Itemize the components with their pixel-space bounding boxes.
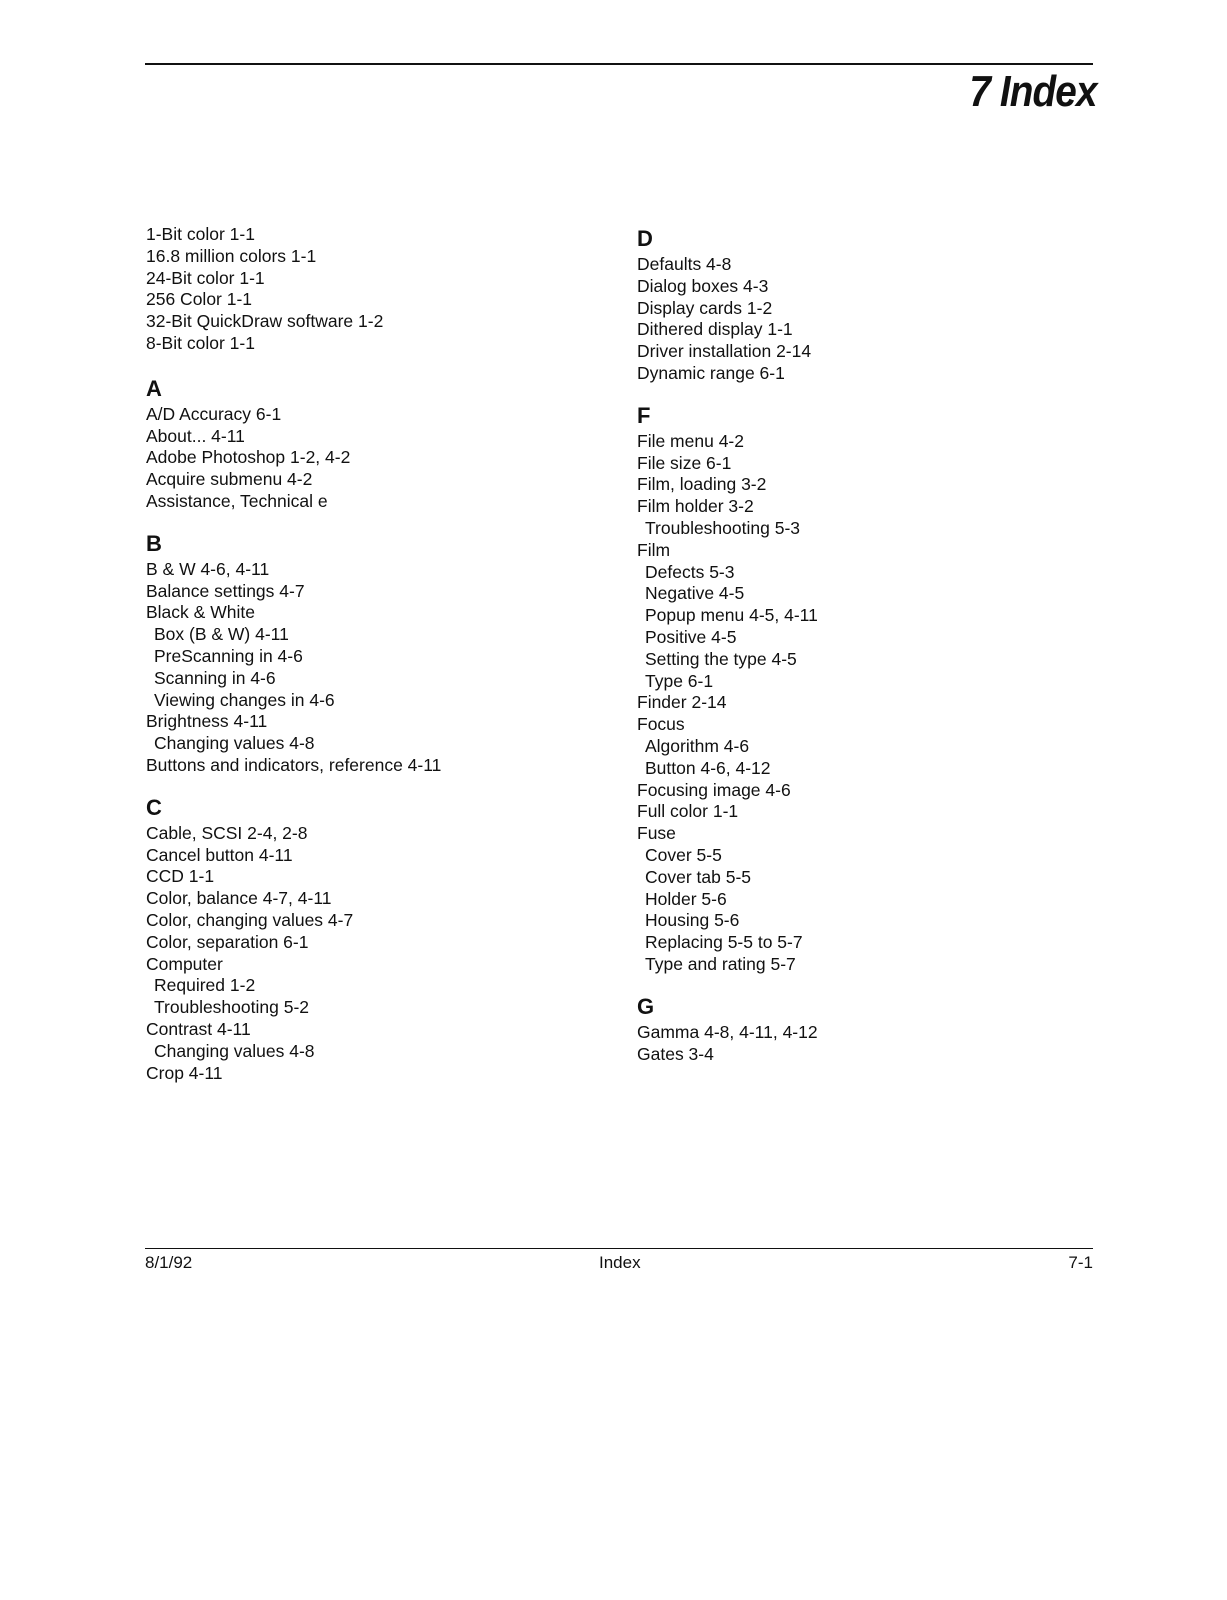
index-subentry: Cover 5-5 (645, 844, 722, 865)
index-entry: Acquire submenu 4-2 (146, 469, 313, 490)
index-entry: Focusing image 4-6 (637, 779, 791, 800)
index-entry: Cancel button 4-11 (146, 844, 293, 865)
index-entry: Dynamic range 6-1 (637, 362, 785, 383)
index-entry: 256 Color 1-1 (146, 289, 253, 310)
index-entry: Gamma 4-8, 4-11, 4-12 (637, 1021, 818, 1042)
index-subentry: Popup menu 4-5, 4-11 (645, 605, 818, 626)
index-section (637, 994, 1057, 1066)
index-subentry: PreScanning in 4-6 (154, 645, 303, 666)
index-subentry: Positive 4-5 (645, 626, 737, 647)
index-section (146, 795, 566, 1085)
index-entry: 16.8 million colors 1-1 (146, 245, 317, 266)
index-entry: Contrast 4-11 (146, 1018, 251, 1039)
index-entry: Adobe Photoshop 1-2, 4-2 (146, 447, 351, 468)
index-entry: Driver installation 2-14 (637, 341, 812, 362)
section-letter: D (637, 226, 653, 251)
index-subentry: Type 6-1 (645, 670, 714, 691)
index-entry: 8-Bit color 1-1 (146, 332, 255, 353)
section-letter: A (146, 375, 162, 401)
footer-date: 8/1/92 (145, 1253, 193, 1272)
index-entry: Finder 2-14 (637, 692, 727, 713)
index-entry: Focus (637, 714, 685, 735)
index-entry: Buttons and indicators, reference 4-11 (146, 754, 442, 775)
index-subentry: Button 4-6, 4-12 (645, 757, 771, 778)
index-subentry: Defects 5-3 (645, 561, 735, 582)
index-entry: Brightness 4-11 (146, 711, 268, 732)
index-entry: Color, separation 6-1 (146, 931, 309, 952)
index-right-column (637, 226, 1057, 1083)
index-subentry: Housing 5-6 (645, 910, 740, 931)
index-entry: Color, balance 4-7, 4-11 (146, 888, 332, 909)
chapter-title: 7 Index (969, 67, 1097, 116)
index-entry: About... 4-11 (146, 425, 245, 446)
index-entry: 32-Bit QuickDraw software 1-2 (146, 311, 384, 332)
index-subentry: Cover tab 5-5 (645, 866, 752, 887)
index-section (146, 224, 566, 355)
index-entry: Dithered display 1-1 (637, 319, 793, 340)
index-entry: Film (637, 539, 671, 560)
index-entry: 1-Bit color 1-1 (146, 224, 255, 244)
index-subentry: Holder 5-6 (645, 888, 727, 909)
index-section (146, 376, 566, 513)
index-subentry: Replacing 5-5 to 5-7 (645, 932, 803, 953)
index-left-column (146, 224, 566, 1102)
index-entry: Film, loading 3-2 (637, 474, 767, 495)
index-entry: Crop 4-11 (146, 1062, 223, 1083)
index-entry: File menu 4-2 (637, 430, 744, 451)
index-entry: CCD 1-1 (146, 866, 215, 887)
index-entry: Black & White (146, 602, 255, 623)
index-subentry: Troubleshooting 5-3 (645, 517, 801, 538)
index-subentry: Changing values 4-8 (154, 733, 315, 754)
index-entry: Color, changing values 4-7 (146, 909, 354, 930)
footer-section-title: Index (599, 1253, 641, 1272)
section-letter: F (637, 402, 651, 428)
index-section (637, 226, 1057, 385)
index-entry: Fuse (637, 823, 676, 844)
index-subentry: Troubleshooting 5-2 (154, 997, 310, 1018)
footer-page-number: 7-1 (1068, 1253, 1093, 1272)
index-entry: Dialog boxes 4-3 (637, 275, 769, 296)
index-subentry: Negative 4-5 (645, 583, 745, 604)
index-entry: Gates 3-4 (637, 1043, 714, 1064)
index-section (146, 531, 566, 777)
index-subentry: Viewing changes in 4-6 (154, 689, 335, 710)
index-entry: Assistance, Technical e (146, 490, 328, 511)
section-letter: C (146, 794, 162, 820)
index-subentry: Algorithm 4-6 (645, 735, 750, 756)
index-entry: Balance settings 4-7 (146, 580, 305, 601)
index-entry: A/D Accuracy 6-1 (146, 403, 282, 424)
index-subentry: Required 1-2 (154, 975, 256, 996)
index-subentry: Type and rating 5-7 (645, 953, 796, 974)
top-rule (145, 63, 1093, 65)
index-subentry: Scanning in 4-6 (154, 667, 276, 688)
index-subentry: Setting the type 4-5 (645, 648, 797, 669)
index-entry: B & W 4-6, 4-11 (146, 558, 270, 579)
index-section (637, 403, 1057, 976)
index-entry: Computer (146, 953, 223, 974)
index-subentry: Changing values 4-8 (154, 1040, 315, 1061)
index-entry: 24-Bit color 1-1 (146, 267, 265, 288)
section-letter: G (637, 993, 655, 1019)
index-entry: Defaults 4-8 (637, 254, 732, 274)
index-entry: Full color 1-1 (637, 801, 739, 822)
index-entry: Film holder 3-2 (637, 496, 754, 517)
bottom-rule (145, 1248, 1093, 1249)
index-entry: File size 6-1 (637, 452, 732, 473)
index-entry: Cable, SCSI 2-4, 2-8 (146, 822, 308, 843)
index-entry: Display cards 1-2 (637, 297, 773, 318)
section-letter: B (146, 530, 162, 556)
index-subentry: Box (B & W) 4-11 (154, 624, 289, 645)
